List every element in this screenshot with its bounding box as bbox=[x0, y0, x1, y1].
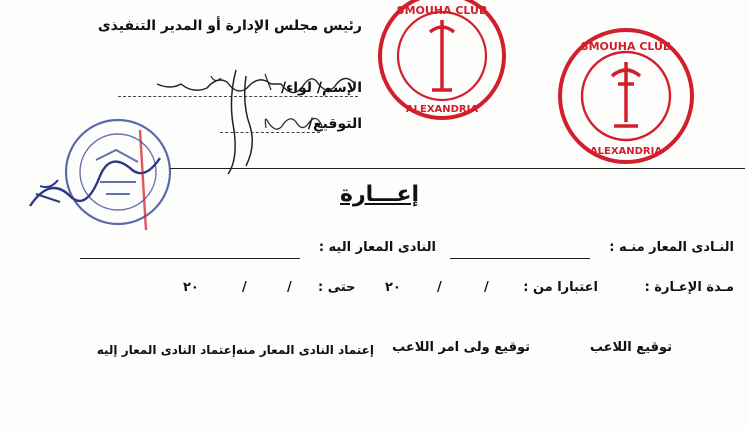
stamp-1-city-text: ALEXANDRIA bbox=[405, 104, 479, 115]
divider-line bbox=[170, 168, 745, 169]
stamp-1-club-text: SMOUHA CLUB bbox=[396, 4, 488, 17]
player-signature-label: توقيع اللاعب bbox=[589, 340, 672, 355]
name-label: الإسم/ لواء/ bbox=[280, 80, 362, 96]
receiving-club-line bbox=[80, 258, 300, 259]
date-separator-2: / bbox=[437, 280, 442, 295]
stamp-2-club-text: SMOUHA CLUB bbox=[580, 40, 672, 53]
year-prefix-1: ٢٠ bbox=[385, 280, 401, 295]
lending-club-line bbox=[450, 258, 590, 259]
black-signature-scribble bbox=[196, 66, 286, 176]
duration-label: مـدة الإعـارة : bbox=[644, 280, 734, 295]
blue-official-stamp bbox=[20, 110, 180, 250]
receiving-club-label: النادى المعار اليه : bbox=[318, 240, 436, 255]
lending-club-approval-label: إعتماد النادى المعار منه bbox=[235, 343, 374, 357]
stamp-2-city-text: ALEXANDRIA bbox=[589, 146, 663, 157]
date-separator-4: / bbox=[242, 280, 247, 295]
date-separator-1: / bbox=[484, 280, 489, 295]
red-club-stamp-2 bbox=[548, 18, 698, 168]
lending-club-label: النـادى المعار منـه : bbox=[609, 240, 734, 255]
from-label: اعتبارا من : bbox=[523, 280, 598, 295]
red-club-stamp-1 bbox=[360, 0, 520, 140]
chairman-title: رئيس مجلس الإدارة أو المدير التنفيذى bbox=[97, 18, 362, 34]
receiving-club-approval-label: إعتماد النادى المعار إليه bbox=[96, 343, 236, 357]
date-separator-3: / bbox=[287, 280, 292, 295]
guardian-signature-label: توقيع ولى امر اللاعب bbox=[392, 340, 530, 355]
year-prefix-2: ٢٠ bbox=[183, 280, 199, 295]
until-label: حتى : bbox=[318, 280, 356, 295]
signature-label: التوقيع/ bbox=[307, 116, 362, 132]
document-title: إعـــارة bbox=[340, 182, 420, 207]
